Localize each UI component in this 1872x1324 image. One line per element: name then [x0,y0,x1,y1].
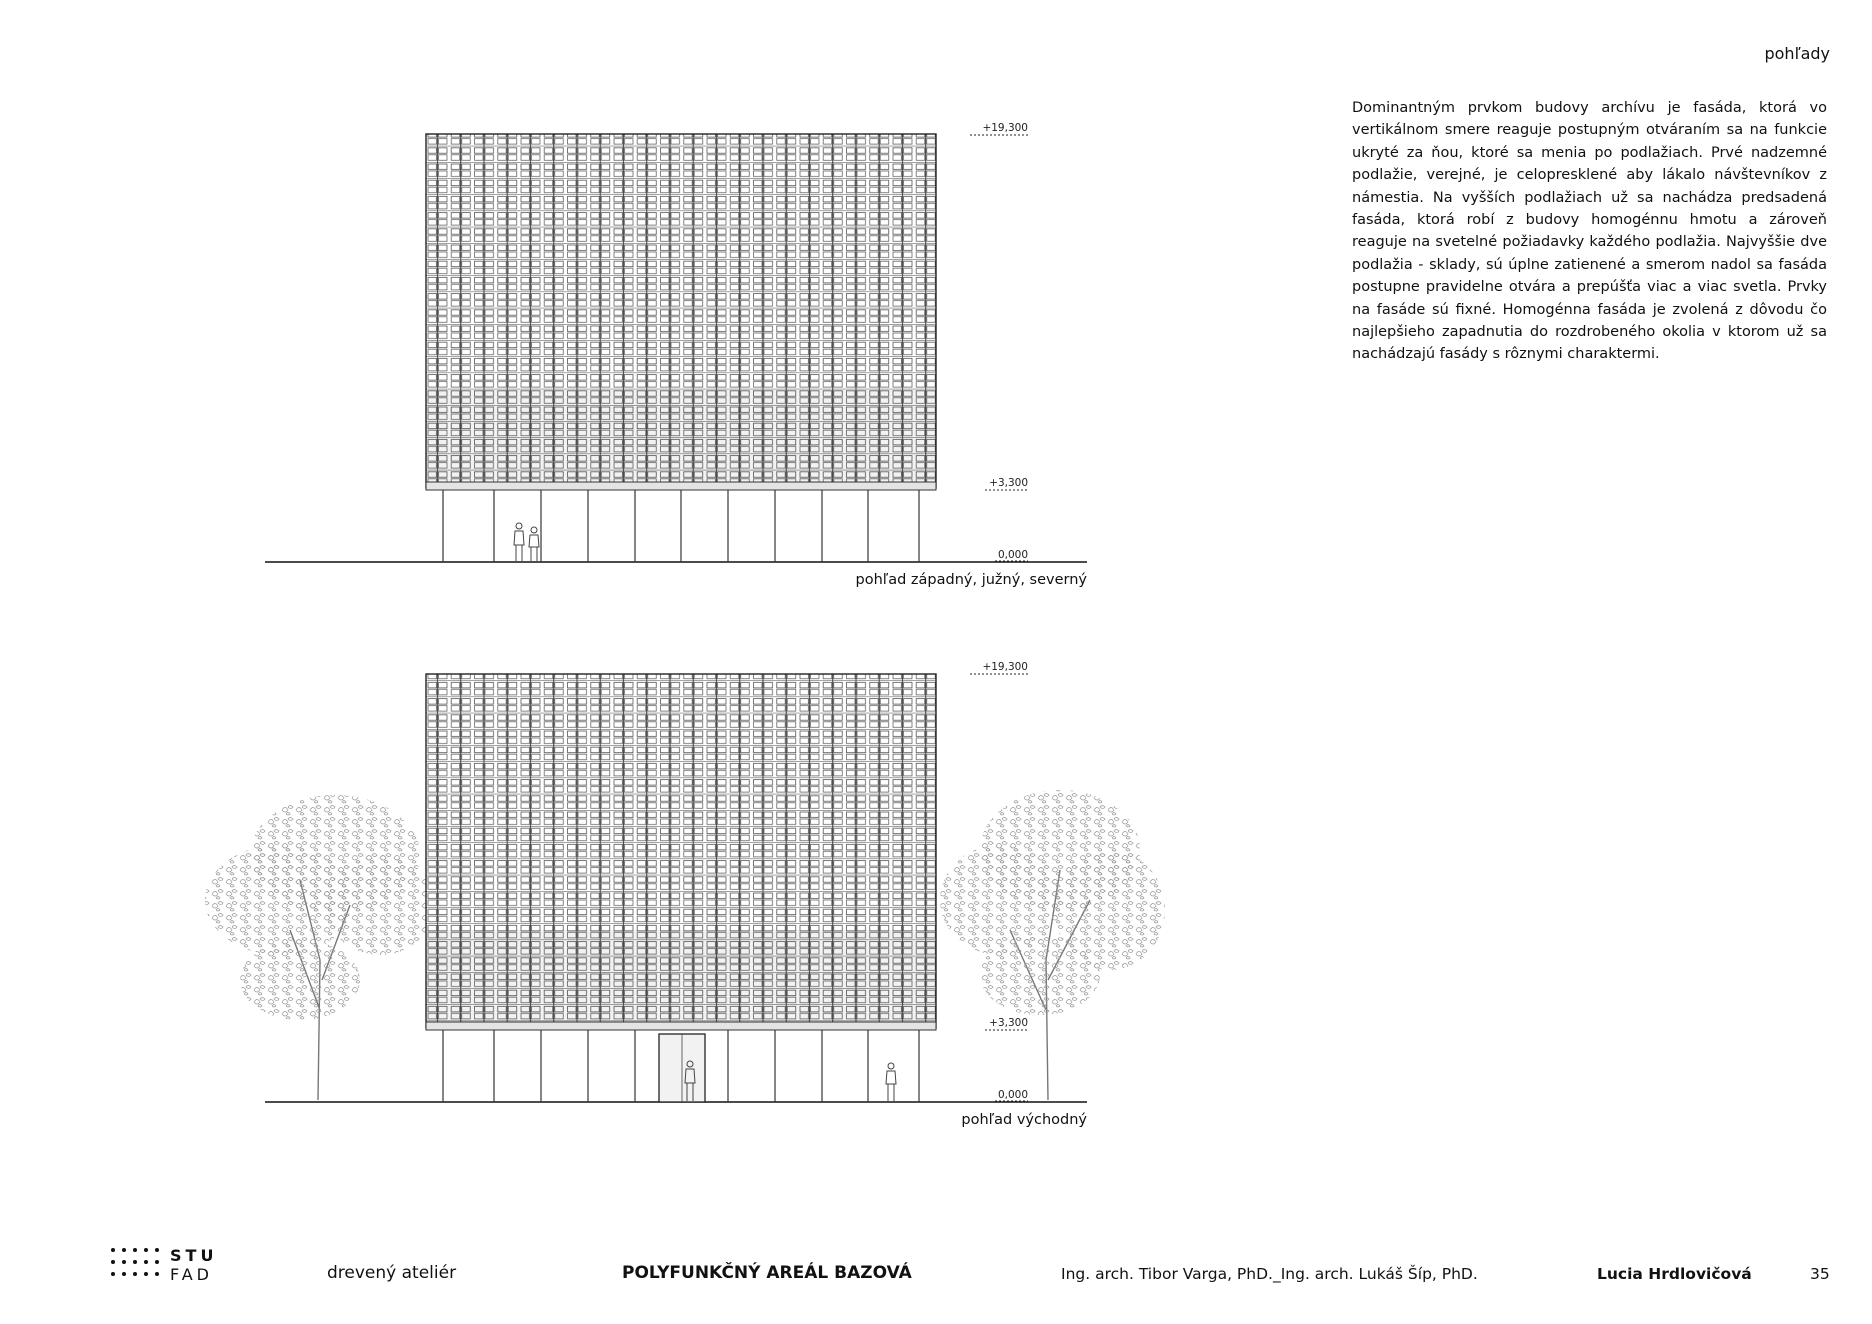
tree-right [940,790,1165,1100]
elevation-caption: pohľad východný [961,1112,1087,1128]
level-ground: 0,000 [997,1089,1028,1101]
page-number: 35 [1810,1265,1830,1283]
footer-tutors: Ing. arch. Tibor Varga, PhD._Ing. arch. Lukáš Šíp, PhD. [1061,1265,1478,1283]
level-top: +19,300 [982,661,1028,673]
section-title: pohľady [1764,44,1830,63]
level-markers [970,122,1028,561]
elevation-caption: pohľad západný, južný, severný [855,572,1087,588]
logo-top-text: STU [170,1246,218,1265]
footer-studio: drevený ateliér [327,1263,457,1283]
footer-project: POLYFUNKČNÝ AREÁL BAZOVÁ [622,1263,912,1283]
level-top: +19,300 [982,122,1028,134]
elevation-west-south-north [265,122,1087,562]
tree-left [205,795,435,1100]
footer-author: Lucia Hrdlovičová [1597,1265,1752,1283]
people-figures [514,523,539,561]
level-mid: +3,300 [989,1017,1028,1029]
elevation-east [205,661,1165,1102]
level-mid: +3,300 [989,477,1028,489]
people-figures [685,1061,896,1101]
stu-fad-logo [110,1246,230,1286]
level-ground: 0,000 [997,549,1028,561]
description-text: Dominantným prvkom budovy archívu je fasáda, ktorá vo vertikálnom smere reaguje postupným otváraním sa na funkcie ukryté za ňou, ktoré sa menia po podlažiach. Prvé nadzemné podlažie, verejné, je celopresklené aby lákalo návštevníkov z námestia. Na vyšších podlažiach už sa nachádza predsadená fasáda, ktorá robí z budovy homogénnu hmotu a zároveň reaguje na svetelné požiadavky každého podlažia. Najvyššie dve podlažia - sklady, sú úplne zatienené a smerom nadol sa fasáda postupne pravidelne otvára a prepúšťa viac a viac svetla. Prvky na fasáde sú fixné. Homogénna fasáda je zvolená z dôvodu čo najlepšieho zapadnutia do rozdrobeného okolia v ktorom už sa nachádzajú fasády s rôznymi charaktermi. [1352,100,1827,363]
logo-bottom-text: FAD [170,1265,213,1284]
logo-dots [111,1248,159,1276]
ground-floor-columns [443,490,919,562]
